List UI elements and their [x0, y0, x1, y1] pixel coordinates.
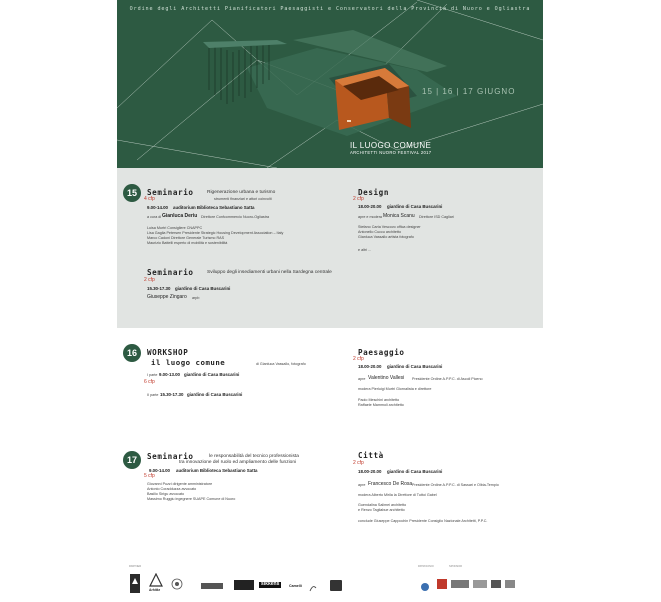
arhitkr-logo-mark	[149, 573, 163, 587]
speaker-item: Marco Cadoni Direttore Generale Turismo RAS	[147, 236, 225, 240]
session-place: giardino di Casa Buscarini	[187, 392, 243, 397]
footer-logos	[117, 553, 543, 602]
patronage-label: PATROCINIO	[418, 565, 434, 568]
speaker-item: Lisa Gaglia Petersen Presidente Strategic Housing Development Association – Italy	[147, 231, 284, 235]
part-label: I parte	[147, 373, 158, 377]
curator-prefix: a cura di	[147, 215, 162, 219]
speaker-item: Raffaele Mammoli architetto	[358, 403, 404, 407]
patronage-logo-red	[437, 579, 447, 589]
camelli-logo: Camelli	[289, 584, 302, 588]
speaker-item: Stefano Carta Vescovo offica designer	[358, 225, 421, 229]
partner-label: PARTNER	[129, 565, 142, 568]
session-time: 18.00-20.00	[358, 469, 382, 474]
speaker-item: Basilio Sirigu avvocato	[147, 492, 185, 496]
seminar-title: Seminario	[147, 268, 194, 277]
session-time: 9.00-13.00	[159, 372, 180, 377]
intro-role: Presidente Ordine A.P.P.C. di Sassari e Olbia-Tempio	[412, 483, 499, 487]
session-place: giardino di Casa Buscarini	[387, 204, 443, 209]
intro-role: Direttore ISD Cagliari	[419, 215, 454, 219]
intro-prefix: apre e modera	[358, 215, 382, 219]
speaker-role: arpb	[192, 296, 200, 300]
partner-logo-dark	[130, 574, 140, 593]
seminar-topic-2: tra innovazione del ruolo ed ampliamento delle funzioni	[179, 460, 297, 465]
speaker-item: Antonio Coradduzza avvocato	[147, 487, 197, 491]
partner-logo-swirl	[308, 580, 318, 590]
event-dates: 15 | 16 | 17 GIUGNO	[422, 87, 516, 96]
session-time: 15.30-17.30	[147, 286, 171, 291]
day-section-16	[117, 328, 543, 431]
session-place: giardino di Casa Buscarini	[175, 286, 231, 291]
session-place: giardino di Casa Buscarini	[387, 364, 443, 369]
seminar-title: Seminario	[147, 188, 194, 197]
session-place: giardino di Casa Buscarini	[184, 372, 240, 377]
city-title: Città	[358, 451, 384, 460]
event-subtitle: ARCHITETTI NUORO FESTIVAL 2017	[350, 150, 432, 155]
moderator: modera Alberto Mirila la Direttore di Tuttoi Gabel	[358, 493, 437, 497]
credits-badge: 2 cfp	[353, 460, 364, 466]
intro-name: Valentino Vallesi	[368, 375, 405, 381]
more-speakers: e altri ...	[358, 248, 372, 252]
patronage-logo	[418, 579, 432, 589]
intro-name: Francesco De Rosa	[368, 481, 413, 487]
moderator: modera Pierluigi Murtri Giornalista e direttore	[358, 387, 432, 391]
curator-role: Direttore Confcommercio Nuoro-Ogliastra	[201, 215, 270, 219]
intro-prefix: apre	[358, 377, 366, 381]
sikkens-logo: sikkens	[261, 581, 280, 587]
speaker-item: Guendalina Salimei architetto	[358, 503, 407, 507]
session-time: 18.00-20.00	[358, 204, 382, 209]
day-badge-15: 15	[123, 184, 141, 202]
speaker-item: Giovanni Puzzi dirigente amministratore	[147, 482, 213, 486]
landscape-title: Paesaggio	[358, 348, 405, 357]
closing-speaker: conclude Giuseppe Cappochin Presidente Consiglio Nazionale Architetti, P.P.C.	[358, 519, 488, 523]
sponsor-logo-3	[491, 580, 501, 588]
seminar-title: Seminario	[147, 452, 194, 461]
credits-badge: 2 cfp	[353, 356, 364, 362]
partner-logo-square	[330, 580, 342, 591]
speaker-item: Gianluca Vassallo artista fotografo	[358, 235, 414, 239]
credits-badge: 2 cfp	[353, 196, 364, 202]
speaker-item: Maurizio Battelli esperto di mobilità e sostenibilità	[147, 241, 228, 245]
event-title: IL LUOGO COMUNE	[350, 141, 432, 150]
partner-logo-bar	[201, 583, 223, 589]
poster	[117, 0, 543, 602]
workshop-subtitle: il luogo comune	[151, 358, 226, 367]
speaker-item: e Renzo Tagliabue architetto	[358, 508, 405, 512]
session-time: 18.00-20.00	[358, 364, 382, 369]
credits-badge: 4 cfp	[144, 196, 155, 202]
sponsor-logo-4	[505, 580, 515, 588]
partner-logo-round	[171, 577, 183, 589]
seminar-topic-sub: strumenti finanziari e attori coinvolti	[214, 197, 272, 201]
day-badge-16: 16	[123, 344, 141, 362]
day-section-17	[117, 431, 543, 553]
sponsor-logo-1	[451, 580, 469, 588]
credits-badge: 6 cfp	[144, 379, 155, 385]
intro-name: Monica Scanu	[383, 213, 415, 219]
credits-badge: 2 cfp	[144, 277, 155, 283]
speaker-item: Antonello Cuccu architetto	[358, 230, 402, 234]
sponsor-logo-2	[473, 580, 487, 588]
speaker-name: Giuseppe Zingaro	[147, 294, 187, 300]
credits-badge: 5 cfp	[144, 473, 155, 479]
workshop-title: WORKSHOP	[147, 348, 189, 357]
arhitkr-logo-text: Arhitkr	[149, 588, 161, 592]
seminar-topic: le responsabilità del tecnico professionista	[209, 454, 299, 459]
session-time: 15.30-17.30	[160, 392, 184, 397]
seminar-topic: Sviluppo degli insediamenti urbani nella Sardegna centrale	[207, 270, 332, 275]
header-banner	[117, 0, 543, 168]
part-label: II parte	[147, 393, 159, 397]
speaker-item: Massimo Ruggiu ingegnere SUAPE Comune di Nuoro	[147, 497, 236, 501]
session-place: auditorium Biblioteca Sebastiano Satta	[173, 205, 255, 210]
day-section-15	[117, 168, 543, 328]
curator-name: Gianluca Deriu	[162, 213, 198, 219]
seminar-topic: Rigenerazione urbana e turismo	[207, 190, 276, 195]
intro-role: Presidente Ordine A.P.P.C. di Ascoli Piceno	[412, 377, 483, 381]
header-illustration	[117, 0, 543, 168]
workshop-by: di Gianluca Vassallo, fotografo	[256, 362, 306, 366]
session-time: 9.00-14.00	[149, 468, 170, 473]
session-place: giardino di Casa Buscarini	[387, 469, 443, 474]
organization-title: Ordine degli Architetti Pianificatori Paesaggisti e Conservatori della Provincia di Nuoro e Ogliastra	[129, 6, 531, 12]
session-place: auditorium Biblioteca Sebastiano Satta	[176, 468, 258, 473]
sponsor-label: SPONSOR	[449, 565, 462, 568]
intro-prefix: apre	[358, 483, 366, 487]
partner-logo-block	[234, 580, 254, 590]
design-title: Design	[358, 188, 390, 197]
session-time: 9.00-14.00	[147, 205, 168, 210]
day-badge-17: 17	[123, 451, 141, 469]
speaker-item: Luisa Murtri Consigliere CNAPPC	[147, 226, 203, 230]
speaker-item: Paolo Meschini architetto	[358, 398, 400, 402]
